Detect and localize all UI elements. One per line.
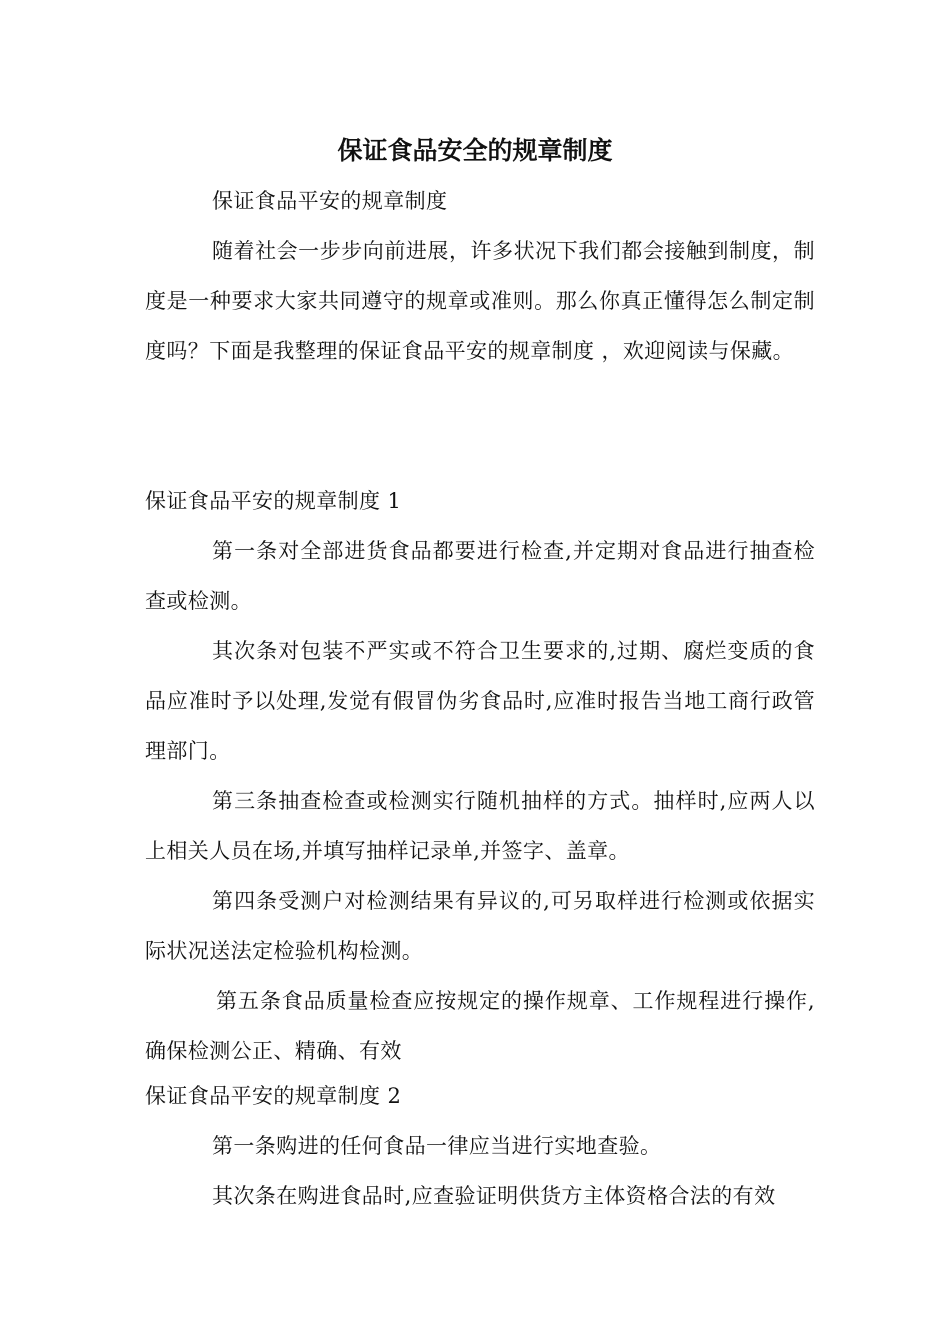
document-subtitle: 保证食品平安的规章制度 (212, 189, 448, 213)
section-1-article-4: 第四条受测户对检测结果有异议的,可另取样进行检测或依据实际状况送法定检验机构检测。 (145, 889, 815, 963)
document-title: 保证食品安全的规章制度 (337, 136, 613, 165)
section-1-article-5: 第五条食品质量检查应按规定的操作规章、工作规程进行操作,确保检测公正、精确、有效 (145, 989, 815, 1063)
section-2-heading: 保证食品平安的规章制度 2 (145, 1084, 402, 1108)
section-2-article-2: 其次条在购进食品时,应查验证明供货方主体资格合法的有效 (212, 1184, 776, 1208)
intro-paragraph: 随着社会一步步向前进展，许多状况下我们都会接触到制度，制度是一种要求大家共同遵守的规章或准则。那么你真正懂得怎么制定制度吗？下面是我整理的保证食品平安的规章制度 ，欢迎阅读与保藏。 (145, 239, 815, 363)
section-1-article-3: 第三条抽查检查或检测实行随机抽样的方式。抽样时,应两人以上相关人员在场,并填写抽样记录单,并签字、盖章。 (145, 789, 815, 863)
section-2-article-1: 第一条购进的任何食品一律应当进行实地查验。 (212, 1134, 662, 1158)
section-1-article-1: 第一条对全部进货食品都要进行检查,并定期对食品进行抽查检查或检测。 (145, 539, 815, 613)
section-1-article-2: 其次条对包装不严实或不符合卫生要求的,过期、腐烂变质的食品应准时予以处理,发觉有假冒伪劣食品时,应准时报告当地工商行政管理部门。 (145, 639, 815, 763)
section-1-heading: 保证食品平安的规章制度 1 (145, 489, 402, 513)
